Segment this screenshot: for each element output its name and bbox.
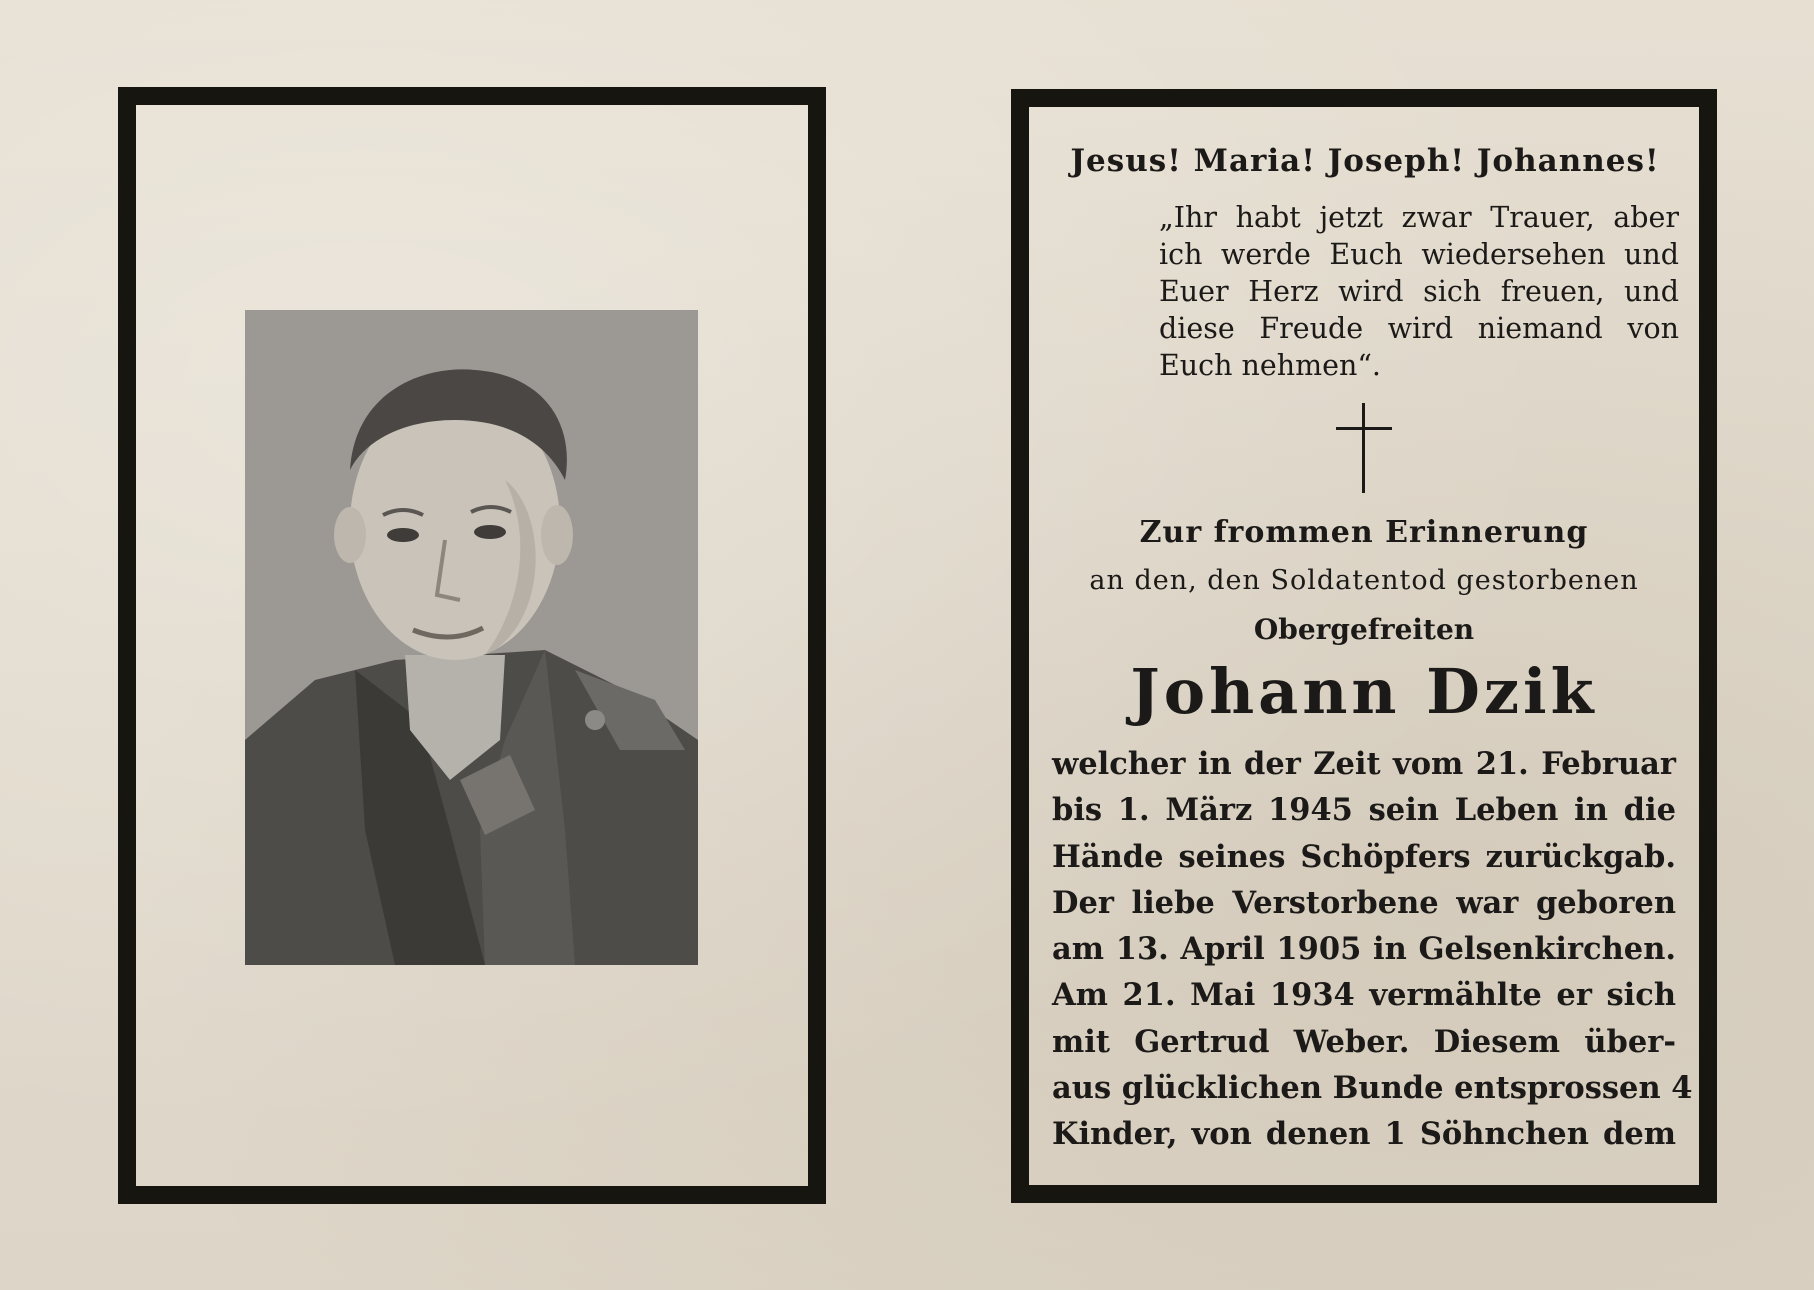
invocation-heading: Jesus! Maria! Joseph! Johannes! [1070,143,1660,179]
quote-line: Euch nehmen“. [1159,349,1381,382]
military-rank: Obergefreiten [1253,613,1475,646]
quote-line: diese Freude wird niemand von [1159,312,1679,345]
biography-line: Kinder, von denen 1 Söhnchen dem [1052,1116,1676,1153]
biography-line: welcher in der Zeit vom 21. Februar [1052,746,1676,782]
deceased-name: Johann Dzik [1130,655,1598,728]
memory-title: Zur frommen Erinnerung [1139,515,1589,550]
biography-line: mit Gertrud Weber. Diesem über- [1052,1023,1676,1060]
biography-text [1052,741,1693,1158]
cross-icon [1334,403,1394,493]
memorial-text-panel [1029,107,1699,1185]
scripture-quote [1159,199,1679,384]
memory-subtitle: an den, den Soldatentod gestorbenen [1089,565,1639,596]
biography-line: Hände seines Schöpfers zurückgab. [1052,838,1676,875]
biography-line: aus glücklichen Bunde entsprossen 4 [1052,1070,1693,1107]
quote-line: ich werde Euch wiedersehen und [1159,238,1679,271]
biography-line: bis 1. März 1945 sein Leben in die [1052,792,1676,829]
quote-line: „Ihr habt jetzt zwar Trauer, aber [1159,201,1679,234]
biography-line: Am 21. Mai 1934 vermählte er sich [1052,977,1676,1014]
biography-line: Der liebe Verstorbene war geboren [1052,884,1676,921]
quote-line: Euer Herz wird sich freuen, und [1159,275,1679,308]
portrait-image [245,310,698,965]
biography-line: am 13. April 1905 in Gelsenkirchen. [1052,931,1676,968]
soldier-portrait-photo [245,310,698,965]
